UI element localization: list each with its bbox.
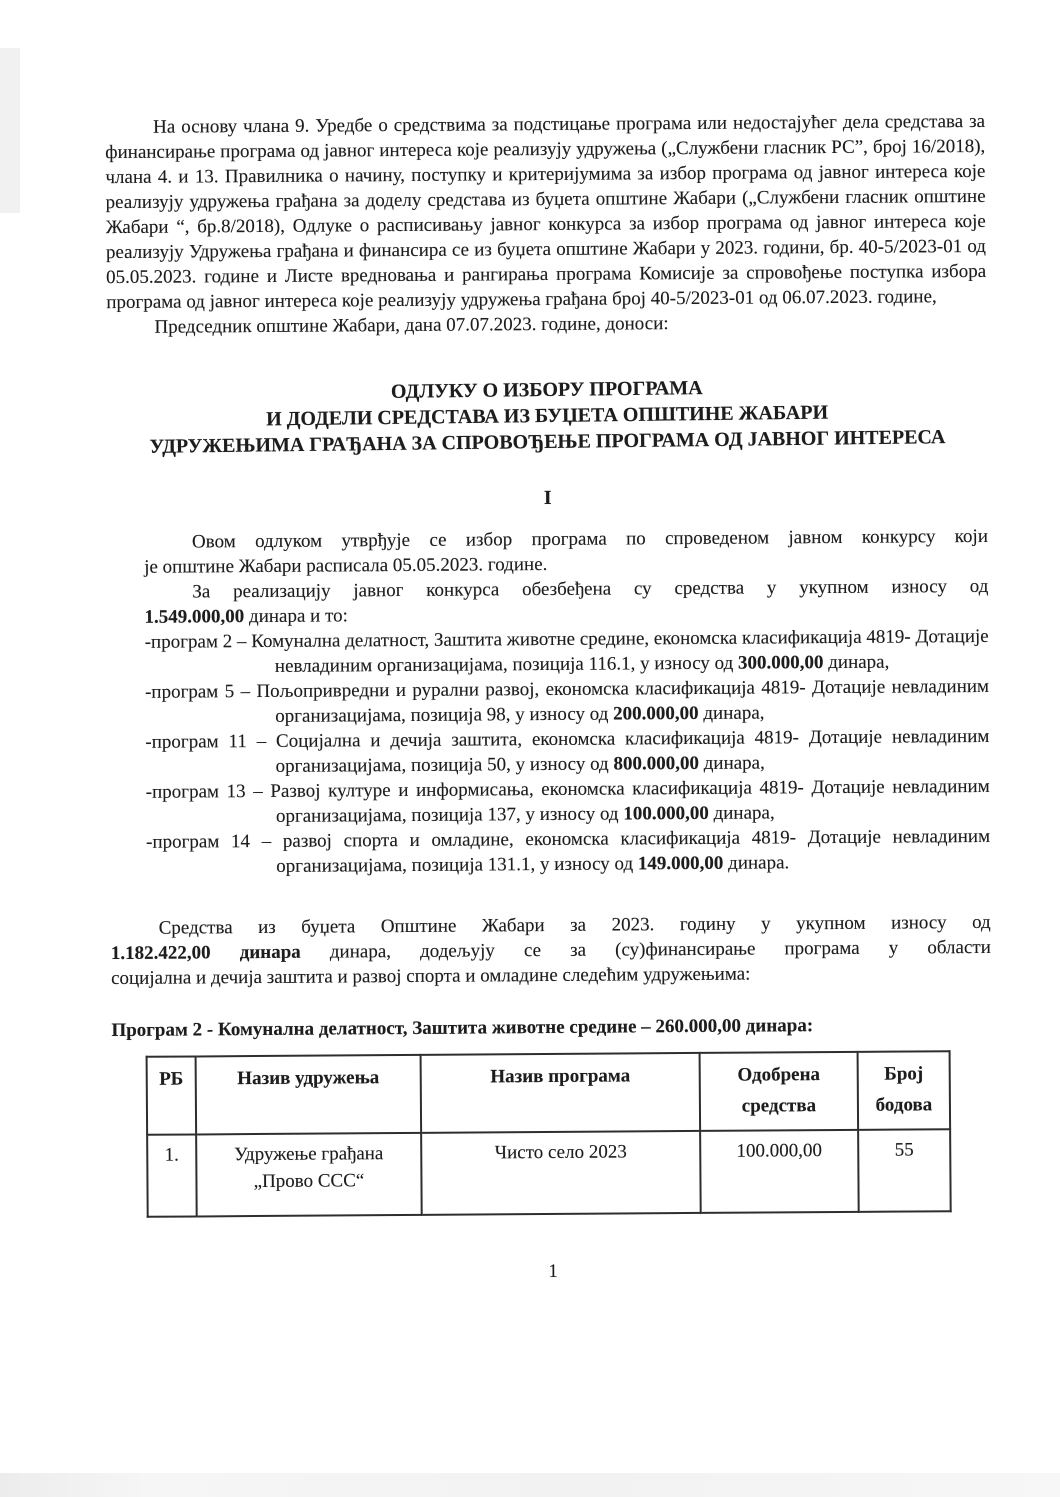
scan-artifact-top-left: [0, 48, 20, 213]
program-item-11-suffix: динара,: [698, 752, 765, 774]
program-item-14: [146, 824, 990, 880]
issuer-line: Председник општине Жабари, дана 07.07.2023. године, доноси:: [154, 313, 669, 338]
program-item-2-suffix: динара,: [823, 651, 890, 674]
program-item-11-amount: 800.000,00: [613, 752, 700, 775]
program-item-13: [146, 774, 990, 830]
allocation-paragraph: [111, 910, 992, 991]
program-item-2: [145, 624, 989, 680]
table-header-program: Назив програма: [421, 1053, 701, 1133]
allocation-paragraph-line-2-rest: динара, додељују се за (су)финансирање програма у области: [300, 936, 991, 963]
table-header-amount: Одобрена средства: [700, 1052, 859, 1131]
scan-artifact-bottom: [0, 1473, 1060, 1497]
decision-paragraph: [144, 524, 988, 580]
funds-paragraph-rest: динара и то:: [244, 605, 348, 628]
decision-title-line-3: УДРУЖЕЊИМА ГРАЂАНА ЗА СПРОВОЂЕЊЕ ПРОГРАМА ОД ЈАВНОГ ИНТЕРЕСА: [149, 426, 946, 458]
decision-title-line-2: И ДОДЕЛИ СРЕДСТАВА ИЗ БУЏЕТА ОПШТИНЕ ЖАБАРИ: [266, 401, 829, 431]
decision-paragraph-line-2: је општине Жабари расписала 05.05.2023. године.: [144, 553, 548, 578]
program-item-11-text: -програм 11 – Социјална и дечија заштита, економска класификација 4819- Дотације невладиним организацијама, позиција 50, у износу од: [145, 725, 990, 777]
funds-paragraph-line-1: За реализацију јавног конкурса обезбеђена су средства у укупном износу од: [192, 575, 989, 603]
program-item-13-suffix: динара,: [708, 802, 775, 824]
allocation-paragraph-line-3: социјална и дечија заштита и развој спорта и омладине следећим удружењима:: [110, 963, 751, 990]
table-header-row: [147, 1051, 951, 1135]
table-cell-amount: 100.000,00: [700, 1130, 859, 1213]
funds-paragraph: [144, 574, 988, 630]
program-item-2-amount: 300.000,00: [737, 652, 824, 674]
program-item-11: [145, 724, 989, 780]
decision-paragraph-line-1: Овом одлуком утврђује се избор програма по спроведеном јавном конкурсу који: [191, 525, 989, 553]
allocation-total-amount: 1.182.422,00 динара: [110, 941, 301, 965]
program2-section-heading: Програм 2 - Комунална делатност, Заштита животне средине – 260.000,00 динара:: [111, 1015, 814, 1042]
decision-title: [107, 372, 988, 461]
page-number: 1: [548, 1260, 558, 1283]
table-cell-program: Чисто село 2023: [421, 1131, 701, 1215]
allocation-paragraph-line-1: Средства из буџета Општине Жабари за 2023. годину у укупном износу од: [158, 911, 991, 939]
program-item-14-text: -програм 14 – развој спорта и омладине, економска класификација 4819- Дотације невладиним организацијама, позиција 131.1, у износу од: [146, 825, 991, 877]
table-cell-points: 55: [858, 1129, 951, 1212]
program-item-5: [145, 674, 989, 730]
allocation-table: [146, 1050, 952, 1218]
program-item-5-text: -програм 5 – Пољопривредни и рурални развој, економска класификација 4819- Дотације невладиним организацијама, позиција 98, у износу од: [144, 675, 990, 727]
table-header-association: Назив удружења: [196, 1055, 422, 1135]
intro-paragraph: На основу члана 9. Уредбе о средствима за подстицање програма или недостајућег дела средстава за финансирање програма од јавног интереса које реализују удружења („Службени гласник РС”, број 16/2018), члана 4. и 13. Правилника о начину, поступку и критеријумима за избор програма од јавног интереса које реализују удружења грађана за доделу средстава из буџета општине Жабари („Службени гласник општине Жабари “, бр.8/2018), Одлуке о расписивању јавног конкурса за избор програма од јавног интереса које реализују Удружења грађана и финансира се из буџета општине Жабари у 2023. години, бр. 40-5/2023-01 од 05.05.2023. године и Листе вредновања и рангирања програма Комисије за спровођење поступка избора програма од јавног интереса које реализују удружења грађана број 40-5/2023-01 од 06.07.2023. године,: [105, 110, 987, 314]
program-item-13-amount: 100.000,00: [623, 802, 709, 825]
table-header-points: Број бодова: [858, 1051, 951, 1130]
decision-title-line-1: ОДЛУКУ О ИЗБОРУ ПРОГРАМА: [390, 377, 703, 403]
total-funds-amount: 1.549.000,00: [144, 606, 245, 628]
program-item-13-text: -програм 13 – Развој културе и информисања, економска класификација 4819- Дотације невладиним организацијама, позиција 137, у износу од: [145, 775, 990, 827]
table-row: [147, 1129, 951, 1217]
program-item-14-amount: 149.000,00: [637, 852, 724, 875]
program-item-5-amount: 200.000,00: [613, 702, 699, 725]
table-cell-association: Удружење грађана „Прово ССС“: [196, 1133, 422, 1217]
section-numeral: I: [543, 486, 552, 510]
table-header-rb: РБ: [147, 1056, 197, 1134]
program-item-2-text: -програм 2 – Комунална делатност, Заштита животне средине, економска класификација 4819- Дотације невладиним организацијама, позиција 116.1, у износу од: [144, 625, 989, 677]
program-item-5-suffix: динара,: [698, 702, 765, 724]
program-item-14-suffix: динара.: [723, 852, 790, 874]
table-cell-rb: 1.: [147, 1134, 197, 1216]
document-content: [105, 109, 993, 1287]
program-list: [145, 624, 991, 880]
